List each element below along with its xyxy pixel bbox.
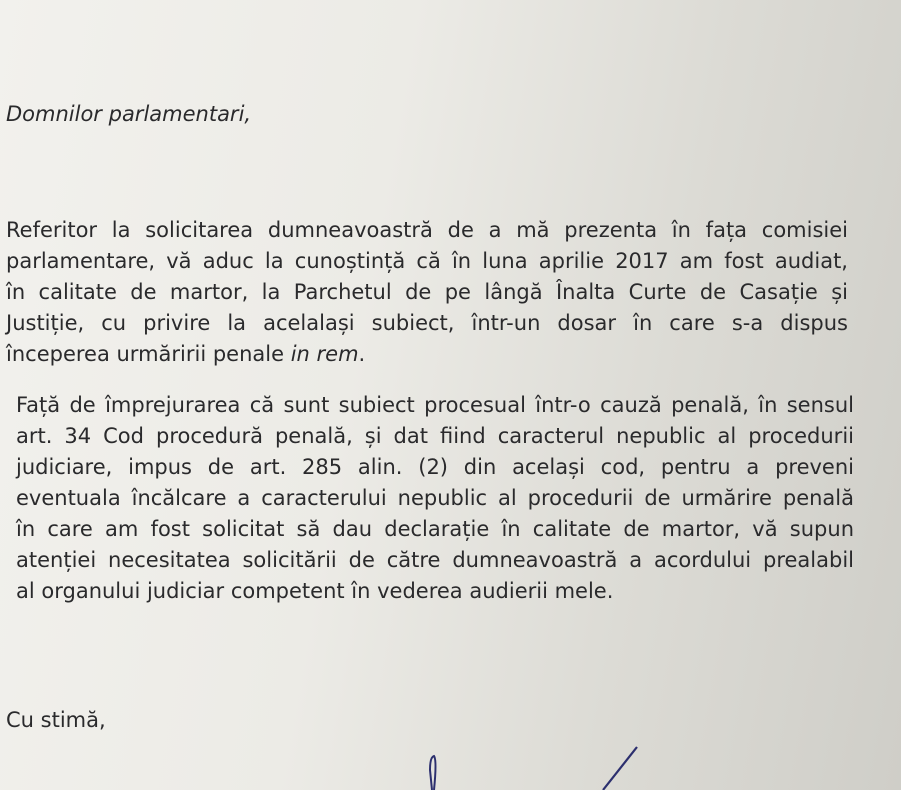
period: .: [358, 342, 366, 366]
text-line: judiciare, impus de art. 285 alin. (2) din același cod, pentru a preveni: [16, 455, 854, 479]
text-line: Justiție, cu privire la acelalași subiect, într-un dosar în care s-a dispus: [6, 311, 848, 335]
italic-latin-term: in rem: [290, 342, 359, 366]
text-line: în calitate de martor, la Parchetul de pe lângă Înalta Curte de Casație și: [6, 280, 848, 304]
text-line: parlamentare, vă aduc la cunoștință că în luna aprilie 2017 am fost audiat,: [6, 249, 848, 273]
salutation: Domnilor parlamentari,: [6, 102, 252, 126]
text-span: începerea urmăririi penale: [6, 342, 291, 366]
text-line: art. 34 Cod procedură penală, și dat fiind caracterul nepublic al procedurii: [16, 424, 854, 448]
text-line: în care am fost solicitat să dau declarație în calitate de martor, vă supun: [16, 517, 854, 541]
text-line: atenției necesitatea solicitării de către dumneavoastră a acordului prealabil: [16, 548, 854, 572]
text-line: Față de împrejurarea că sunt subiect procesual într-o cauză penală, în sensul: [16, 393, 854, 417]
text-line: Referitor la solicitarea dumneavoastră de a mă prezenta în fața comisiei: [6, 218, 848, 242]
text-line: eventuala încălcare a caracterului nepublic al procedurii de urmărire penală: [16, 486, 854, 510]
text-line: al organului judiciar competent în vederea audierii mele.: [16, 579, 614, 603]
closing: Cu stimă,: [6, 708, 106, 732]
